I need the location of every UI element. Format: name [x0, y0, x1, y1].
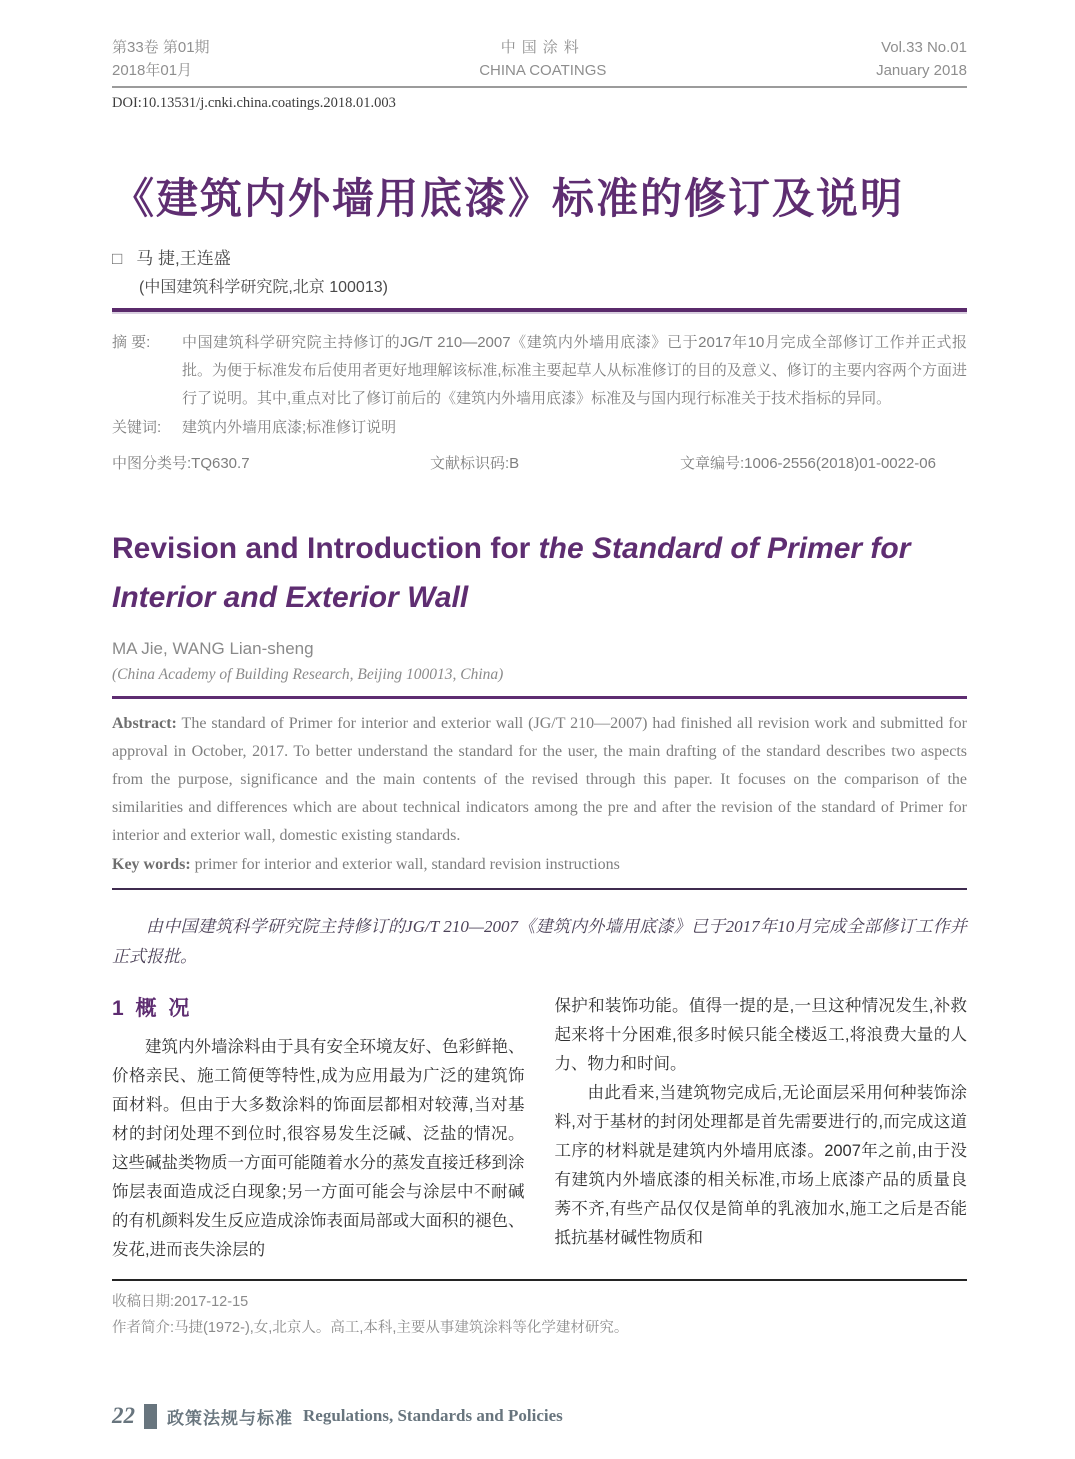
classification-row	[112, 450, 967, 478]
lead-paragraph: 由中国建筑科学研究院主持修订的JG/T 210—2007《建筑内外墙用底漆》已于2017年10月完成全部修订工作并正式报批。	[112, 917, 967, 966]
abstract-en-text: The standard of Primer for interior and exterior wall (JG/T 210—2007) had finished all revision work and submitted for approval in October, 2017. To better understand the standard for the user, the main drafting of the standard describes two aspects from the purpose, significance and the main contents of the revised through this paper. It focuses on the comparison of the similarities and differences which are about technical indicators among the pre and after the revision of the standard of Primer for interior and exterior wall, domestic existing standards.	[112, 715, 968, 844]
abstract-cn-label: 摘 要:	[112, 334, 151, 351]
masthead-right	[876, 36, 967, 82]
date-en: January 2018	[876, 62, 967, 79]
article-title-en	[112, 524, 967, 622]
abstract-divider	[112, 888, 967, 890]
footnotes	[112, 1289, 967, 1341]
abstract-cn	[112, 329, 967, 413]
journal-title-cn: 中国涂料	[500, 39, 585, 56]
article-title-cn: 《建筑内外墙用底漆》标准的修订及说明	[112, 175, 905, 222]
author-marker-icon: □	[112, 249, 123, 268]
volume-issue-cn: 第33卷 第01期	[112, 39, 210, 56]
masthead	[112, 36, 967, 82]
masthead-center	[479, 36, 606, 82]
affiliation-cn: (中国建筑科学研究院,北京 100013)	[139, 279, 388, 296]
clc-number: 中图分类号:TQ630.7	[112, 455, 250, 472]
footer-section-cn: 政策法规与标准	[167, 1408, 293, 1428]
abstract-cn-text: 中国建筑科学研究院主持修订的JG/T 210—2007《建筑内外墙用底漆》已于2017年10月完成全部修订工作并正式报批。为便于标准发布后使用者更好地理解该标准,标准主要起草人从标准修订的目的及意义、修订的主要内容两个方面进行了说明。其中,重点对比了修订前后的《建筑内外墙用底漆》标准及与国内现行标准关于技术指标的异同。	[182, 334, 967, 407]
section1-left-paragraph: 建筑内外墙涂料由于具有安全环境友好、色彩鲜艳、价格亲民、施工简便等特性,成为应用最为广泛的建筑饰面材料。但由于大多数涂料的饰面层都相对较薄,当对基材的封闭处理不到位时,很容易发生泛碱、泛盐的情况。这些碱盐类物质一方面可能随着水分的蒸发直接迁移到涂饰层表面造成泛白现象;另一方面可能会与涂层中不耐碱的有机颜料发生反应造成涂饰表面局部或大面积的褪色、发花,进而丧失涂层的	[112, 1038, 525, 1259]
footnote-divider	[112, 1279, 967, 1281]
masthead-left	[112, 36, 210, 82]
section1-right-paragraph-1: 保护和装饰功能。值得一提的是,一旦这种情况发生,补救起来将十分困难,很多时候只能全楼返工,将浪费大量的人力、物力和时间。	[554, 997, 967, 1073]
keywords-en-text: primer for interior and exterior wall, standard revision instructions	[194, 856, 620, 873]
keywords-cn-label: 关键词:	[112, 419, 162, 436]
section1-right-paragraph-2: 由此看来,当建筑物完成后,无论面层采用何种装饰涂料,对于基材的封闭处理都是首先需要进行的,而完成这道工序的材料就是建筑内外墙用底漆。2007年之前,由于没有建筑内外墙底漆的相关标准,市场上底漆产品的质量良莠不齐,有些产品仅仅是简单的乳液加水,施工之后是否能抵抗基材碱性物质和	[554, 1084, 967, 1247]
article-number: 文章编号:1006-2556(2018)01-0022-06	[680, 455, 936, 472]
footer-section-en: Regulations, Standards and Policies	[303, 1406, 563, 1425]
column-right	[555, 992, 968, 1265]
keywords-en-label: Key words:	[112, 856, 191, 873]
keywords-en	[112, 851, 967, 879]
keywords-cn-text: 建筑内外墙用底漆;标准修订说明	[182, 419, 397, 436]
body-columns	[112, 992, 967, 1265]
article-title-en-italic: the Standard of Primer for Interior and Exterior Wall	[112, 532, 911, 614]
title-divider	[112, 308, 967, 314]
journal-title-en: CHINA COATINGS	[479, 62, 607, 79]
document-code: 文献标识码:B	[430, 455, 520, 472]
abstract-cn-block	[112, 329, 967, 442]
volume-issue-en: Vol.33 No.01	[881, 39, 967, 56]
authors-en: MA Jie, WANG Lian-sheng	[112, 639, 314, 658]
keywords-cn	[112, 414, 967, 442]
authors-cn	[112, 244, 967, 269]
page-number: 22	[112, 1403, 135, 1428]
column-left	[112, 992, 525, 1265]
section1-heading: 1 概 况	[112, 997, 193, 1020]
english-title-divider	[112, 696, 967, 699]
page-footer	[112, 1403, 563, 1429]
masthead-divider	[112, 86, 967, 88]
affiliation-en: (China Academy of Building Research, Beijing 100013, China)	[112, 666, 504, 683]
abstract-en	[112, 710, 967, 850]
authors-cn-text: 马 捷,王连盛	[136, 249, 231, 268]
date-cn: 2018年01月	[112, 62, 193, 79]
footer-bar-icon	[144, 1404, 157, 1429]
received-date: 收稿日期:2017-12-15	[112, 1294, 249, 1310]
abstract-en-label: Abstract:	[112, 715, 177, 732]
doi: DOI:10.13531/j.cnki.china.coatings.2018.01.003	[112, 95, 396, 111]
author-bio: 作者简介:马捷(1972-),女,北京人。高工,本科,主要从事建筑涂料等化学建材研究。	[112, 1320, 629, 1336]
article-title-en-prefix: Revision and Introduction for	[112, 532, 539, 565]
